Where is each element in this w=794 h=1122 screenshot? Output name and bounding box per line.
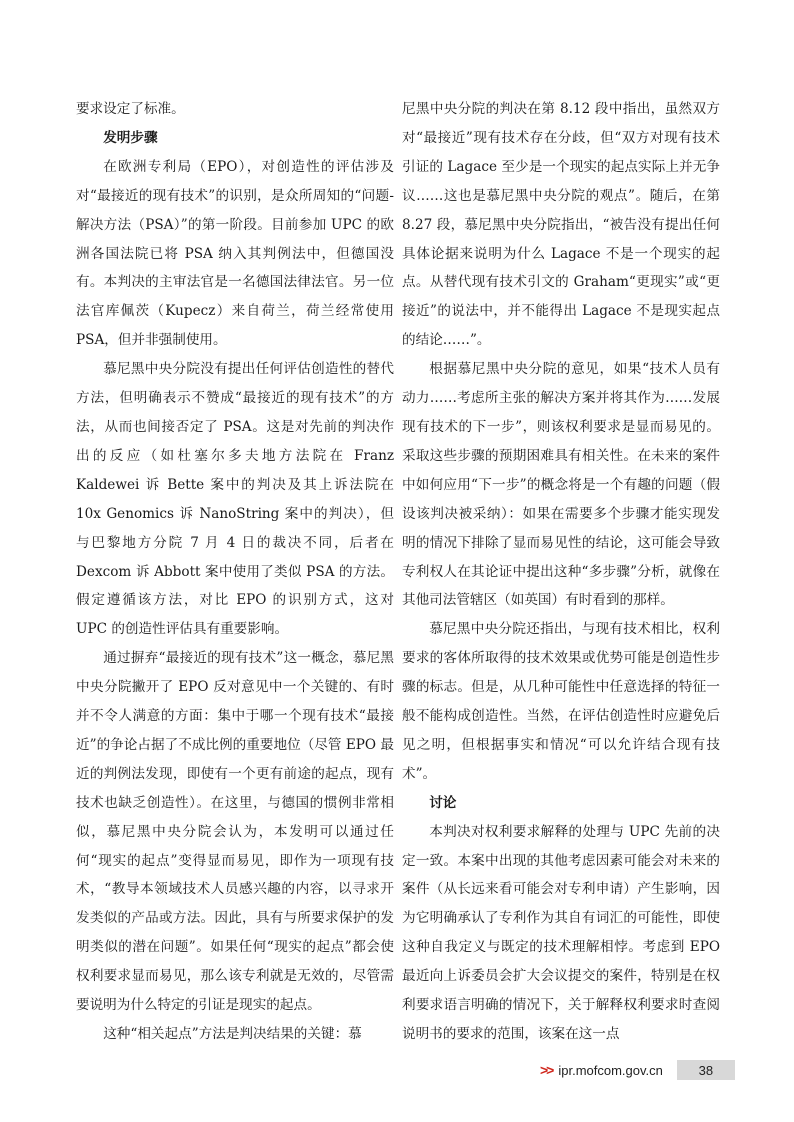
- right-column: [402, 95, 720, 1049]
- footer-url-link[interactable]: ipr.mofcom.gov.cn: [558, 1062, 663, 1078]
- paragraph: 根据慕尼黑中央分院的意见，如果“技术人员有动力……考虑所主张的解决方案并将其作为……发展现有技术的下一步”，则该权利要求是显而易见的。采取这些步骤的预期困难具有相关性。在未来的案件中如何应用“下一步”的概念将是一个有趣的问题（假设该判决被采纳）：如果在需要多个步骤才能实现发明的情况下排除了显而易见性的结论，这可能会导致专利权人在其论证中提出这种“多步骤”分析，就像在其他司法管辖区（如英国）有时看到的那样。: [402, 361, 720, 609]
- paragraph: 要求设定了标准。: [76, 101, 185, 117]
- paragraph: 本判决对权利要求解释的处理与 UPC 先前的决定一致。本案中出现的其他考虑因素可能会对未来的案件（从长远来看可能会对专利申请）产生影响，因为它明确承认了专利作为其自有词汇的可能性，即使这种自我定义与既定的技术理解相悖。考虑到 EPO 最近向上诉委员会扩大会议提交的案件，特别是在权利要求语言明确的情况下，关于解释权利要求时查阅说明书的要求的范围，该案在这一点: [402, 823, 720, 1042]
- section-heading-discussion: 讨论: [429, 794, 457, 811]
- section-heading-inventive-step: 发明步骤: [103, 129, 158, 146]
- left-column: [76, 95, 394, 1049]
- double-chevron-icon: >>: [540, 1062, 553, 1078]
- paragraph: 慕尼黑中央分院没有提出任何评估创造性的替代方法，但明确表示不赞成“最接近的现有技术”的方法，从而也间接否定了 PSA。这是对先前的判决作出的反应（如杜塞尔多夫地方法院在 Franz Kaldewei 诉 Bette 案中的判决及其上诉法院在 10x Genomics 诉 NanoString 案中的判决），但与巴黎地方分院 7 月 4 日的裁决不同，后者在 Dexcom 诉 Abbott 案中使用了类似 PSA 的方法。假定遵循该方法，对比 EPO 的识别方式，这对 UPC 的创造性评估具有重要影响。: [76, 361, 394, 638]
- paragraph: 慕尼黑中央分院还指出，与现有技术相比，权利要求的客体所取得的技术效果或优势可能是创造性步骤的标志。但是，从几种可能性中任意选择的特征一般不能构成创造性。当然，在评估创造性时应避免后见之明，但根据事实和情况“可以允许结合现有技术”。: [402, 621, 720, 782]
- paragraph: 尼黑中央分院的判决在第 8.12 段中指出，虽然双方对“最接近”现有技术存在分歧，但“双方对现有技术引证的 Lagace 至少是一个现实的起点实际上并无争议……这也是慕尼黑中央分院的观点”。随后，在第 8.27 段，慕尼黑中央分院指出，“被告没有提出任何具体论据来说明为什么 Lagace 不是一个现实的起点。从替代现有技术引文的 Graham“更现实”或“更接近”的说法中，并不能得出 Lagace 不是现实起点的结论……”。: [402, 101, 720, 349]
- page-number: 38: [677, 1060, 735, 1080]
- paragraph: 在欧洲专利局（EPO），对创造性的评估涉及对“最接近的现有技术”的识别，是众所周知的“问题-解决方法（PSA）”的第一阶段。目前参加 UPC 的欧洲各国法院已将 PSA 纳入其判例法中，但德国没有。本判决的主审法官是一名德国法律法官。另一位法官库佩茨（Kupecz）来自荷兰，荷兰经常使用 PSA，但并非强制使用。: [76, 158, 394, 349]
- paragraph: 这种“相关起点”方法是判决结果的关键：慕: [103, 1026, 362, 1042]
- paragraph: 通过摒弃“最接近的现有技术”这一概念，慕尼黑中央分院撇开了 EPO 反对意见中一个关键的、有时并不令人满意的方面：集中于哪一个现有技术“最接近”的争论占据了不成比例的重要地位（尽管 EPO 最近的判例法发现，即使有一个更有前途的起点，现有技术也缺乏创造性）。在这里，与德国的惯例非常相似，慕尼黑中央分院会认为，本发明可以通过任何“现实的起点”变得显而易见，即作为一项现有技术，“教导本领域技术人员感兴趣的内容，以寻求开发类似的产品或方法。因此，具有与所要求保护的发明类似的潜在问题”。如果任何“现实的起点”都会使权利要求显而易见，那么该专利就是无效的，尽管需要说明为什么特定的引证是现实的起点。: [76, 650, 394, 1014]
- page-footer: [540, 1060, 735, 1080]
